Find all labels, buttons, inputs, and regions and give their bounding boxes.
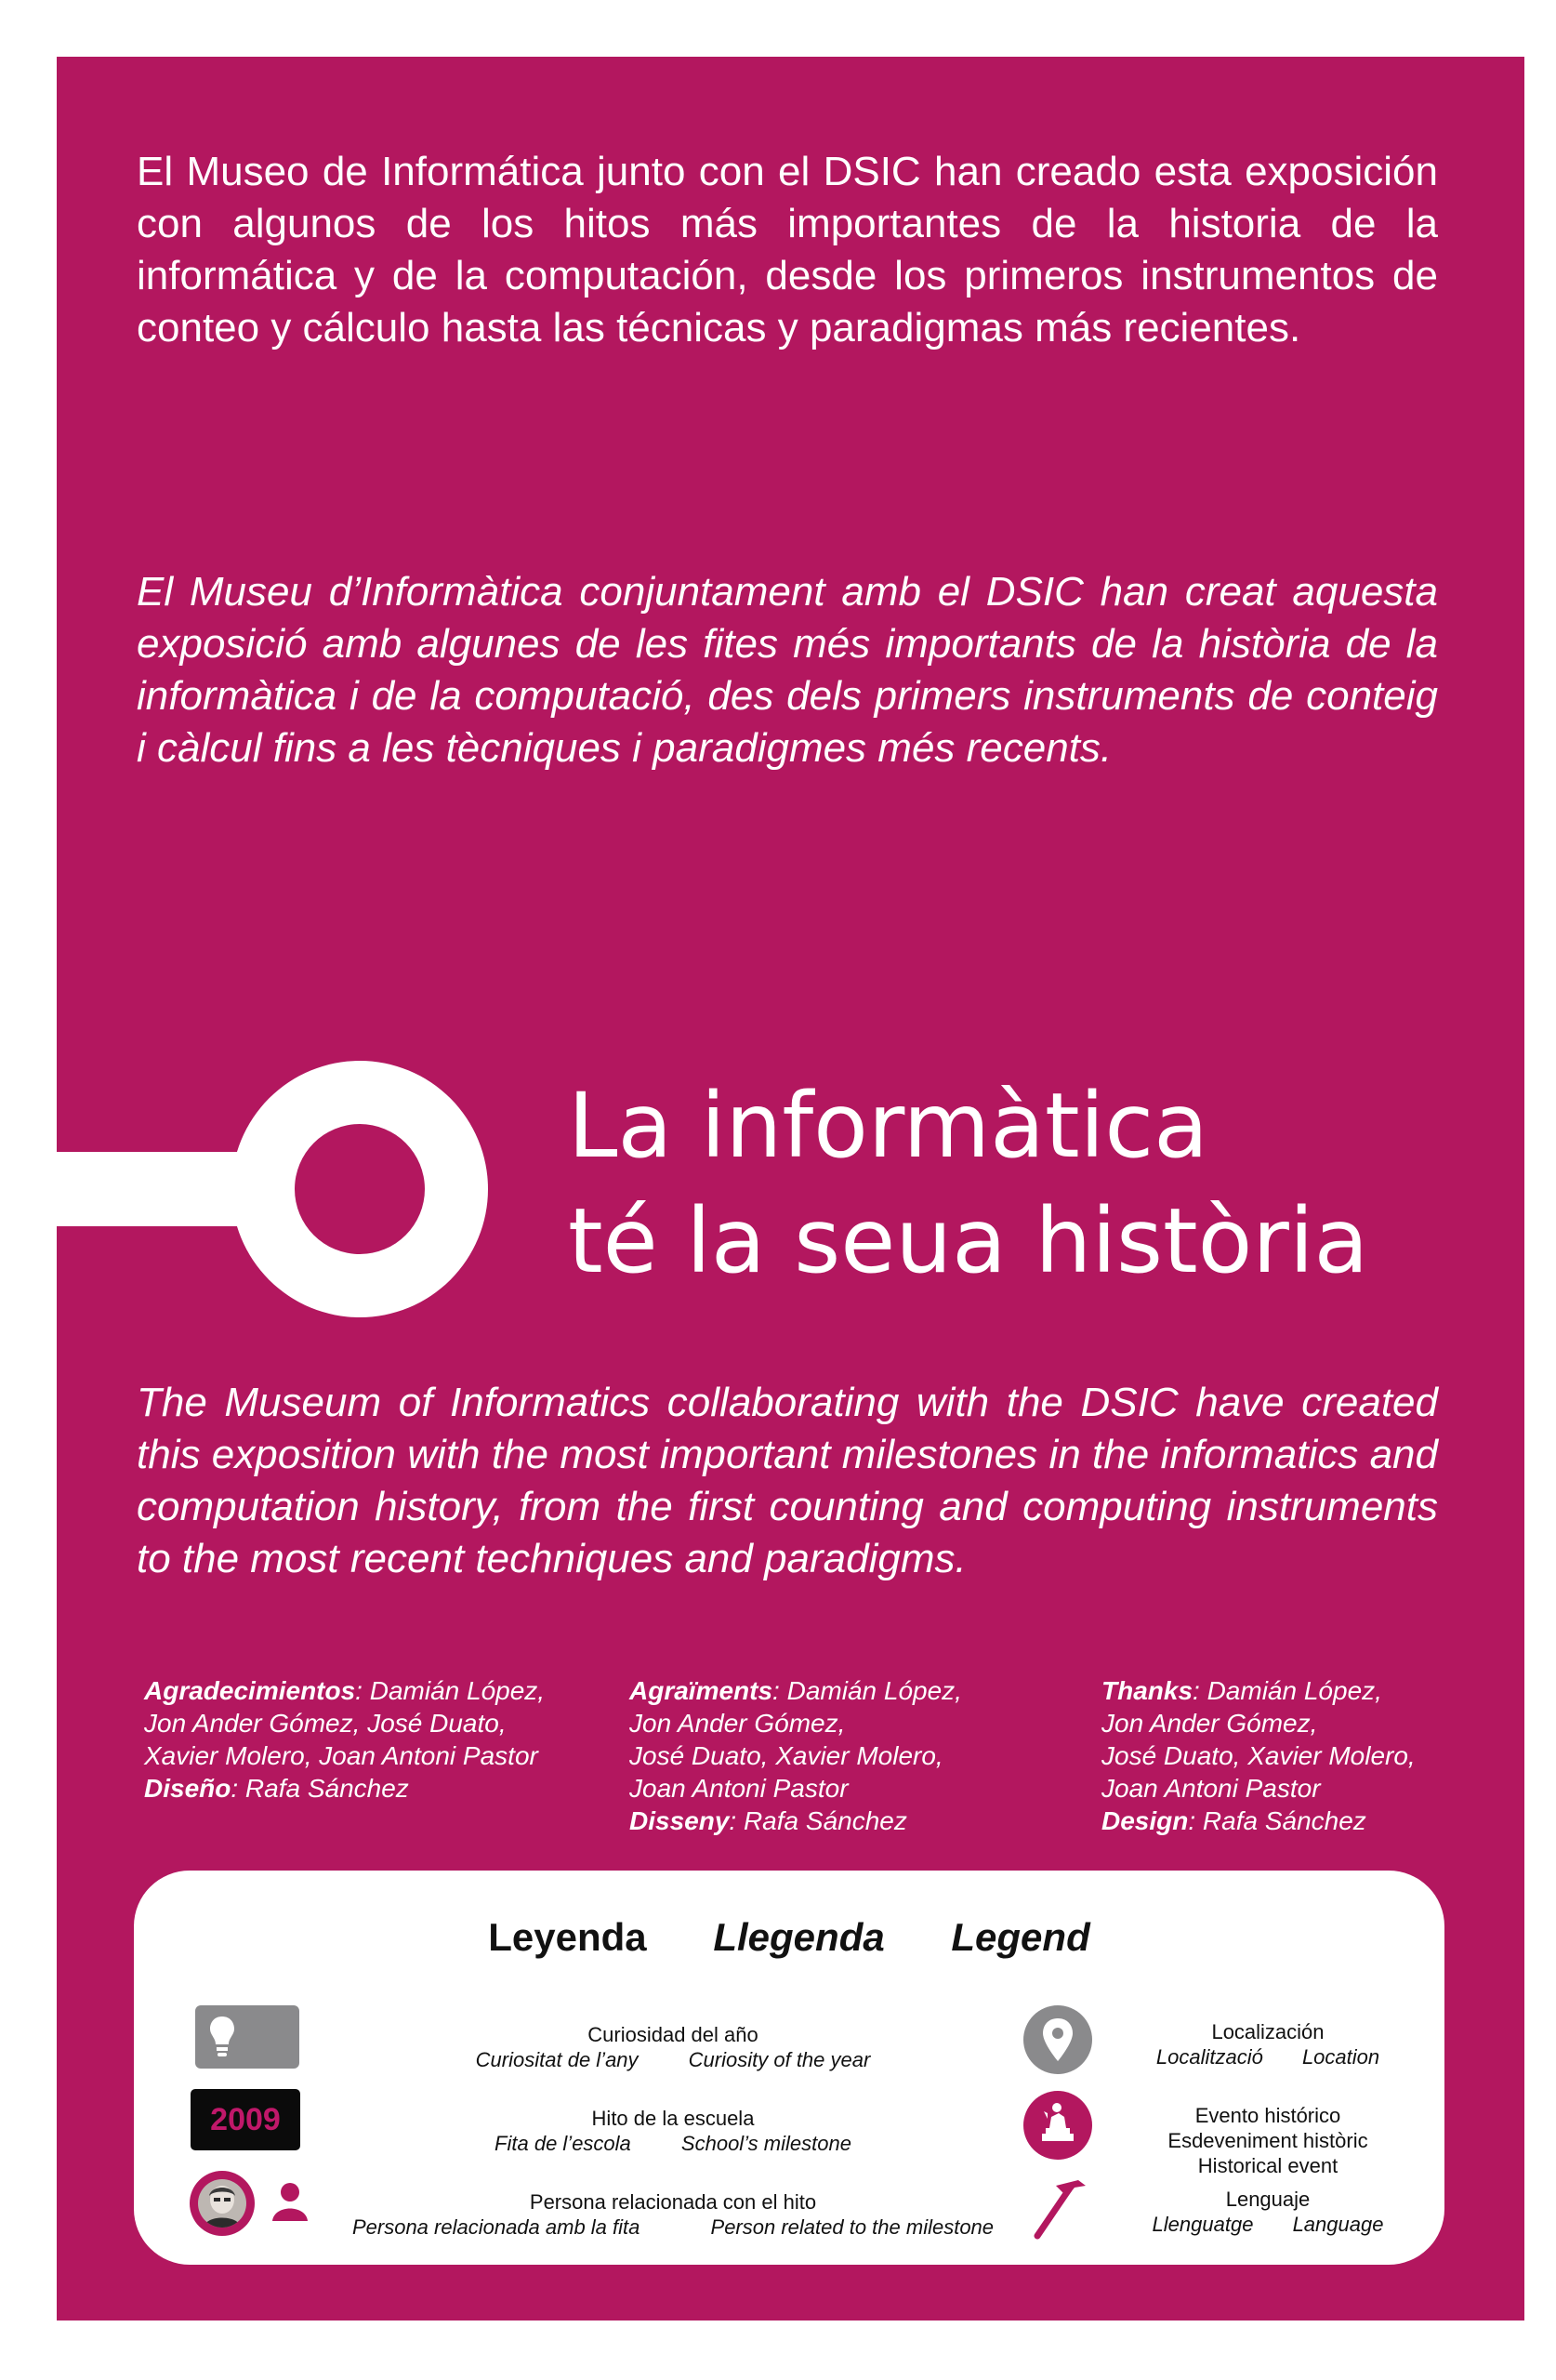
credits-en-thanks-line-3: José Duato, Xavier Molero, [1101, 1741, 1416, 1770]
credits-ca [629, 1674, 962, 1837]
legend-curiosity-en: Curiosity of the year [688, 2048, 871, 2071]
credits-ca-design-label: Disseny [629, 1806, 730, 1835]
year-badge-icon: 2009 [191, 2089, 300, 2150]
legend-event-en: Historical event [1197, 2154, 1338, 2177]
legend-location-en: Location [1301, 2045, 1380, 2069]
credits-es-thanks-line-1: : Damián López, [355, 1676, 546, 1705]
legend-person-en: Person related to the milestone [710, 2215, 995, 2239]
legend-milestone-ca: Fita de l’escola [494, 2132, 631, 2155]
intro-paragraph-en: The Museum of Informatics collaborating with the DSIC have created this exposition with the most important milestones in the informatics and computation history, from the first counting and computing instruments to the most recent techniques and paradigms. [137, 1380, 1438, 1581]
legend-language-es: Lenguaje [1225, 2188, 1311, 2211]
location-pin-icon [1023, 2005, 1092, 2074]
credits-en-design-value: : Rafa Sánchez [1188, 1806, 1366, 1835]
legend-event-ca: Esdeveniment històric [1167, 2129, 1368, 2152]
credits-es-thanks-line-2: Jon Ander Gómez, José Duato, [144, 1709, 507, 1738]
credits-es-design-value: : Rafa Sánchez [231, 1774, 409, 1803]
poster [57, 57, 1524, 2320]
main-title [568, 1068, 1368, 1299]
legend-person-ca: Persona relacionada amb la fita [351, 2215, 640, 2239]
credits-en-thanks-line-1: : Damián López, [1193, 1676, 1382, 1705]
legend-item-location [1128, 2019, 1407, 2069]
legend-event-es: Evento histórico [1194, 2104, 1341, 2127]
person-icon [269, 2180, 311, 2228]
credits-en-thanks-label: Thanks [1101, 1676, 1193, 1705]
legend-item-event [1128, 2103, 1407, 2178]
credits-ca-thanks-line-1: : Damián López, [772, 1676, 962, 1705]
credits-en [1101, 1674, 1416, 1837]
timeline-ring-hole [295, 1124, 425, 1254]
legend-title-es: Leyenda [488, 1915, 647, 1959]
legend-person-es: Persona relacionada con el hito [529, 2190, 817, 2214]
legend-title-ca: Llegenda [713, 1915, 885, 1959]
credits-en-thanks-line-4: Joan Antoni Pastor [1101, 1774, 1321, 1803]
timeline-bar [57, 1152, 238, 1226]
main-title-line-1: La informàtica [568, 1074, 1208, 1178]
main-title-line-2: té la seua història [568, 1189, 1369, 1293]
legend-item-language [1128, 2187, 1407, 2237]
credits-es-thanks-label: Agradecimientos [144, 1676, 356, 1705]
legend-language-en: Language [1292, 2213, 1384, 2236]
legend-item-milestone [413, 2106, 933, 2156]
credits-en-design-label: Design [1101, 1806, 1189, 1835]
legend-curiosity-ca: Curiositat de l’any [475, 2048, 639, 2071]
legend-location-es: Localización [1211, 2020, 1325, 2043]
credits-ca-thanks-line-3: José Duato, Xavier Molero, [629, 1741, 943, 1770]
legend-milestone-en: School’s milestone [680, 2132, 851, 2155]
credits-ca-thanks-label: Agraïments [629, 1676, 773, 1705]
intro-paragraph-ca: El Museu d’Informàtica conjuntament amb el DSIC han creat aquesta exposició amb algunes de les fites més importants de la història de la informàtica i de la computació, des dels primers instruments de conteig i càlcul fins a les tècniques i paradigmes més recents. [137, 569, 1438, 771]
legend-item-curiosity [413, 2022, 933, 2072]
legend-location-ca: Localització [1155, 2045, 1263, 2069]
legend-item-person [320, 2189, 1026, 2240]
lightbulb-icon [195, 2005, 299, 2069]
timeline-ring-icon [231, 1061, 488, 1317]
portrait-photo [198, 2179, 246, 2228]
credits-ca-thanks-line-2: Jon Ander Gómez, [629, 1709, 846, 1738]
legend-title-en: Legend [951, 1915, 1090, 1959]
credits-es-design-label: Diseño [144, 1774, 231, 1803]
legend-language-ca: Llenguatge [1152, 2213, 1254, 2236]
legend-curiosity-es: Curiosidad del año [587, 2023, 758, 2046]
monument-icon [1023, 2091, 1092, 2160]
intro-paragraph-es: El Museo de Informática junto con el DSIC han creado esta exposición con algunos de los hitos más importantes de la historia de la informática y de la computación, desde los primeros instrumentos de conteo y cálculo hasta las técnicas y paradigmas más recientes. [137, 149, 1438, 350]
credits-es-thanks-line-3: Xavier Molero, Joan Antoni Pastor [144, 1741, 538, 1770]
legend-milestone-es: Hito de la escuela [591, 2107, 755, 2130]
portrait-icon [190, 2171, 255, 2236]
legend-titles [134, 1915, 1444, 1960]
credits-en-thanks-line-2: Jon Ander Gómez, [1101, 1709, 1318, 1738]
credits-ca-thanks-line-4: Joan Antoni Pastor [629, 1774, 849, 1803]
hammer-icon [1026, 2176, 1091, 2246]
credits-ca-design-value: : Rafa Sánchez [729, 1806, 907, 1835]
credits-es [144, 1674, 545, 1805]
legend-panel [134, 1871, 1444, 2265]
